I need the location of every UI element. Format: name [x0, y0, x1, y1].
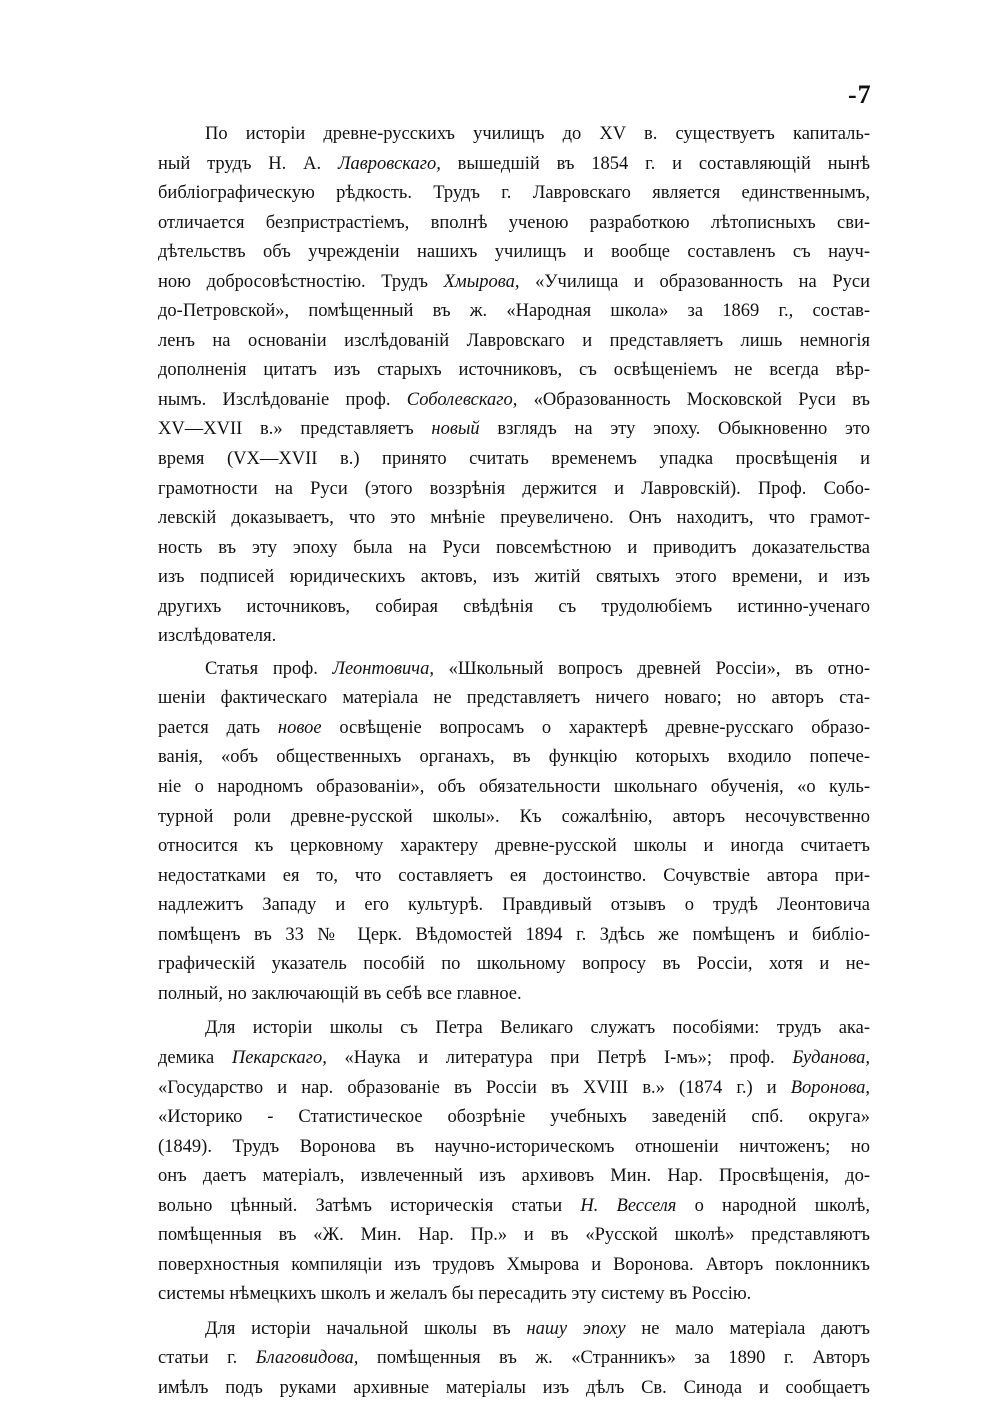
text-line [158, 655, 870, 685]
text-segment: изъ подписей юридическихъ актовъ, изъ житій святыхъ этого времени, и изъ [158, 567, 870, 588]
text-segment: дѣтельствъ объ учрежденіи нашихъ училищъ и вообще составленъ съ науч- [158, 242, 870, 263]
text-line [158, 921, 870, 951]
text-line [158, 268, 870, 298]
text-segment: помѣщенъ въ 33 № Церк. Вѣдомостей 1894 г. Здѣсь же помѣщенъ и библіо- [158, 924, 870, 945]
paragraph [158, 1014, 870, 1309]
page-number: -7 [848, 80, 872, 109]
text-segment: полный, но заключающій въ себѣ все главное. [158, 983, 522, 1004]
text-segment: ный трудъ Н. А. [158, 153, 338, 174]
text-segment: вольно цѣнный. Затѣмъ историческія статьи [158, 1195, 581, 1216]
text-segment: системы нѣмецкихъ школъ и желалъ бы пересадить эту систему въ Россію. [158, 1284, 752, 1305]
text-line [158, 1133, 870, 1163]
italic-name: новое [277, 717, 322, 738]
text-segment: рается дать [158, 717, 278, 738]
text-line [158, 622, 870, 652]
italic-name: Хмырова, [443, 271, 520, 292]
text-segment: помѣщенныя въ ж. «Странникъ» за 1890 г. Авторъ [358, 1348, 870, 1369]
italic-name: Буданова, [792, 1047, 870, 1068]
text-line [158, 179, 870, 209]
italic-name: Соболевскаго, [406, 389, 518, 410]
italic-name: Благовидова, [255, 1348, 359, 1369]
text-segment: ванія, «объ общественныхъ органахъ, въ функцію которыхъ входило попече- [158, 747, 870, 768]
text-segment: поверхностныя компиляціи изъ трудовъ Хмырова и Воронова. Авторъ поклонникъ [158, 1254, 870, 1275]
text-line [158, 980, 870, 1010]
text-segment: изслѣдователя. [158, 626, 277, 647]
text-line [158, 1374, 870, 1404]
text-segment: недостатками ея то, что составляетъ ея достоинство. Сочувствіе автора при- [158, 865, 870, 886]
text-segment: ность въ эту эпоху была на Руси повсемѣстною и приводитъ доказательства [158, 537, 870, 558]
text-segment: грамотности на Руси (этого воззрѣнія держится и Лавровскій). Проф. Собо- [158, 478, 870, 499]
text-segment: «Образованность Московской Руси въ [517, 389, 870, 410]
text-line [158, 1014, 870, 1044]
text-segment: отличается безпристрастіемъ, вполнѣ ученою разработкою лѣтописныхъ сви- [158, 212, 870, 233]
text-line [158, 445, 870, 475]
italic-name: Н. Весселя [580, 1195, 677, 1216]
text-segment: турной роли древне-русской школы». Къ сожалѣнію, авторъ несочувственно [158, 806, 870, 827]
text-line [158, 1251, 870, 1281]
text-segment: «Училища и образованность на Руси [519, 271, 870, 292]
italic-name: нашу эпоху [526, 1318, 626, 1339]
text-segment: «Историко - Статистическое обозрѣніе учебныхъ заведеній спб. округа» [158, 1107, 870, 1128]
text-line [158, 238, 870, 268]
text-line [158, 415, 870, 445]
italic-name: Пекарскаго, [231, 1047, 327, 1068]
text-line [158, 1192, 870, 1222]
text-segment: надлежитъ Западу и его культурѣ. Правдивый отзывъ о трудѣ Леонтовича [158, 895, 870, 916]
text-line [158, 832, 870, 862]
text-segment: вышедшій въ 1854 г. и составляющій нынѣ [440, 153, 870, 174]
text-line [158, 714, 870, 744]
text-segment: онъ даетъ матеріалъ, извлеченный изъ архивовъ Мин. Нар. Просвѣщенія, до- [158, 1166, 870, 1187]
text-segment: «Государство и нар. образованіе въ Россіи въ XVIII в.» (1874 г.) и [158, 1077, 791, 1098]
text-line [158, 743, 870, 773]
italic-name: Лавровскаго, [337, 153, 441, 174]
text-segment: другихъ источниковъ, собирая свѣдѣнія съ трудолюбіемъ истинно-ученаго [158, 596, 870, 617]
text-line [158, 1103, 870, 1133]
text-segment: относится къ церковному характеру древне-русской школы и иногда считаетъ [158, 836, 870, 857]
text-segment: до-Петровской», помѣщенный въ ж. «Народная школа» за 1869 г., состав- [158, 301, 870, 322]
italic-name: Леонтовича, [332, 658, 434, 679]
body-text [158, 120, 870, 1404]
text-line [158, 1044, 870, 1074]
text-line [158, 209, 870, 239]
text-line [158, 803, 870, 833]
text-line [158, 150, 870, 180]
text-segment: нымъ. Изслѣдованіе проф. [158, 389, 407, 410]
text-segment: демика [158, 1047, 232, 1068]
text-line [158, 475, 870, 505]
text-segment: время (VX—XVII в.) принято считать временемъ упадка просвѣщенія и [158, 449, 870, 470]
text-segment: дополненія цитатъ изъ старыхъ источниковъ, съ освѣщеніемъ не всегда вѣр- [158, 360, 870, 381]
text-segment: не мало матеріала даютъ [625, 1318, 870, 1339]
text-segment: Для исторіи начальной школы въ [205, 1318, 527, 1339]
text-line [158, 504, 870, 534]
text-segment: шеніи фактическаго матеріала не представляетъ ничего новаго; но авторъ ста- [158, 688, 870, 709]
text-line [158, 862, 870, 892]
text-line [158, 1074, 870, 1104]
text-line [158, 891, 870, 921]
paragraph [158, 655, 870, 1010]
text-segment: освѣщеніе вопросамъ о характерѣ древне-русскаго образо- [321, 717, 870, 738]
text-line [158, 327, 870, 357]
text-line [158, 1315, 870, 1345]
text-line [158, 593, 870, 623]
text-segment: XV—XVII в.» представляетъ [158, 419, 432, 440]
paragraph [158, 1315, 870, 1404]
text-segment: помѣщенныя въ «Ж. Мин. Нар. Пр.» и въ «Русской школѣ» представляютъ [158, 1225, 870, 1246]
text-segment: взглядъ на эту эпоху. Обыкновенно это [479, 419, 870, 440]
text-segment: имѣлъ подъ руками архивные матеріалы изъ дѣлъ Св. Синода и сообщаетъ [158, 1377, 870, 1398]
text-line [158, 1221, 870, 1251]
text-line [158, 356, 870, 386]
text-segment: По исторіи древне-русскихъ училищъ до XV в. существуетъ капиталь- [205, 124, 870, 144]
text-segment: статьи г. [158, 1348, 256, 1369]
text-segment: ленъ на основаніи изслѣдованій Лавровскаго и представляетъ лишь немногія [158, 330, 870, 351]
text-line [158, 684, 870, 714]
text-segment: ніе о народномъ образованіи», объ обязательности школьнаго обученія, «о куль- [158, 777, 870, 798]
text-segment: библіографическую рѣдкость. Трудъ г. Лавровскаго является единственнымъ, [158, 183, 870, 204]
text-line [158, 386, 870, 416]
text-segment: о народной школѣ, [676, 1195, 870, 1216]
text-segment: графическій указатель пособій по школьному вопросу въ Россіи, хотя и не- [158, 954, 870, 975]
italic-name: новый [431, 419, 480, 440]
italic-name: Воронова, [790, 1077, 870, 1098]
text-line [158, 1162, 870, 1192]
text-segment: Статья проф. [205, 658, 333, 679]
text-line [158, 563, 870, 593]
text-segment: «Школьный вопросъ древней Россіи», въ отно- [434, 658, 870, 679]
text-line [158, 1344, 870, 1374]
text-line [158, 120, 870, 150]
text-segment: «Наука и литература при Петрѣ І-мъ»; проф. [326, 1047, 793, 1068]
text-line [158, 297, 870, 327]
text-line [158, 534, 870, 564]
text-line [158, 950, 870, 980]
paragraph [158, 120, 870, 652]
text-segment: левскій доказываетъ, что это мнѣніе преувеличено. Онъ находитъ, что грамот- [158, 508, 870, 529]
text-segment: (1849). Трудъ Воронова въ научно-историческомъ отношеніи ничтоженъ; но [158, 1136, 870, 1157]
text-segment: ною добросовѣстностію. Трудъ [158, 271, 444, 292]
text-segment: Для исторіи школы съ Петра Великаго служатъ пособіями: трудъ ака- [205, 1018, 870, 1039]
text-line [158, 773, 870, 803]
text-line [158, 1280, 870, 1310]
